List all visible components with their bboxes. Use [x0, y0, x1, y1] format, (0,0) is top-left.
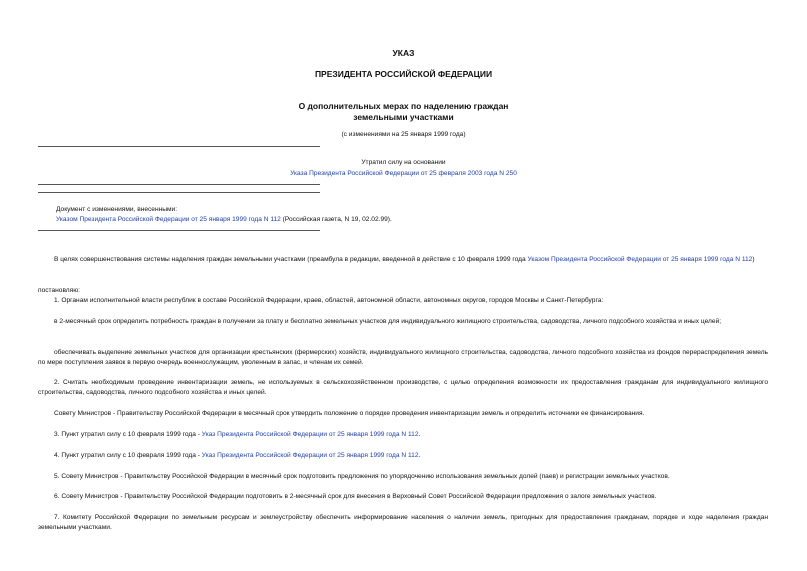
- subject-line-2: земельными участками: [353, 112, 454, 122]
- paragraph-4-text: 4. Пункт утратил силу с 10 февраля 1999 года -: [54, 452, 202, 459]
- paragraph-5: [38, 472, 768, 482]
- paragraph-2: [38, 378, 768, 398]
- paragraph-1: [38, 296, 768, 306]
- paragraph-4-end: .: [418, 452, 421, 459]
- lost-force-link[interactable]: Указа Президента Российской Федерации от 25 февраля 2003 года N 250: [290, 170, 517, 177]
- paragraph-7: [38, 513, 768, 533]
- divider: [38, 184, 320, 185]
- paragraph-1b-text: обеспечивать выделение земельных участков для организации крестьянских (фермерских) хозяйств, индивидуального жилищного строительства, садоводства, личного подсобного хозяйства из фондов перераспределения земель по мере поступления заявок в первую очередь военнослужащим, уволенным в запас, и членам их семей.: [38, 349, 768, 366]
- paragraph-1b: [38, 348, 768, 368]
- paragraph-1-text: 1. Органам исполнительной власти республик в составе Российской Федерации, краев, областей, автономной области, автономных округов, городов Москвы и Санкт-Петербурга:: [54, 297, 604, 304]
- divider: [38, 192, 320, 193]
- changes-tail: (Российская газета, N 19, 02.02.99).: [280, 216, 392, 223]
- preamble-text: В целях совершенствования системы наделения граждан земельными участками (преамбула в редакции, введенной в действие с 10 февраля 1999 года: [54, 256, 528, 263]
- paragraph-7-text: 7. Комитету Российской Федерации по земельным ресурсам и землеустройству обеспечить информирование населения о наличии земель, пригодных для предоставления гражданам, порядке и ходе наделения граждан земельными участками.: [38, 514, 768, 531]
- preamble-link[interactable]: Указом Президента Российской Федерации от 25 января 1999 года N 112: [527, 256, 753, 263]
- paragraph-3-link[interactable]: Указ Президента Российской Федерации от 25 января 1999 года N 112: [201, 431, 419, 438]
- decree-word: постановляю:: [38, 287, 81, 294]
- lost-force-label: Утратил силу на основании: [361, 159, 446, 166]
- paragraph-4-link[interactable]: Указ Президента Российской Федерации от 25 января 1999 года N 112: [201, 452, 419, 459]
- paragraph-6-text: 6. Совету Министров - Правительству Российской Федерации подготовить в 2-месячный срок для внесения в Верховный Совет Российской Федерации предложения о залоге земельных участков.: [54, 493, 657, 500]
- changes-line: [56, 216, 392, 223]
- paragraph-3-end: .: [418, 431, 421, 438]
- divider: [38, 146, 320, 147]
- paragraph-6: [38, 492, 768, 502]
- paragraph-2-text: 2. Считать необходимым проведение инвентаризации земель, не используемых в сельскохозяйственном производстве, с целью определения возможности их предоставления гражданам для индивидуального жилищного строительства, садоводства, личного подсобного хозяйства и иных целей.: [38, 379, 768, 396]
- lost-force-link-wrap: [0, 170, 807, 177]
- paragraph-2b-text: Совету Министров - Правительству Российской Федерации в месячный срок утвердить положение о порядке проведения инвентаризации земель и определить источники ее финансирования.: [54, 410, 645, 417]
- amended-note: (с изменениями на 25 января 1999 года): [341, 131, 466, 138]
- paragraph-5-text: 5. Совету Министров - Правительству Российской Федерации в месячный срок подготовить предложения по упорядочению использования земельных долей (паев) и регистрации земельных участков.: [54, 473, 670, 480]
- decree-issuer: ПРЕЗИДЕНТА РОССИЙСКОЙ ФЕДЕРАЦИИ: [314, 69, 493, 79]
- paragraph-2b: [38, 409, 768, 419]
- paragraph-1a: [38, 317, 768, 327]
- paragraph-1a-text: в 2-месячный срок определить потребность граждан в получении за плату и бесплатно земельных участков для индивидуального жилищного строительства, садоводства, личного подсобного хозяйства и иных целей;: [54, 318, 722, 325]
- preamble-end: ): [752, 256, 755, 263]
- subject-line-1: О дополнительных мерах по наделению граждан: [298, 101, 509, 111]
- divider: [38, 230, 320, 231]
- paragraph-3: [38, 430, 768, 440]
- changes-link[interactable]: Указом Президента Российской Федерации от 25 января 1999 года N 112: [56, 216, 281, 223]
- paragraph-4: [38, 451, 768, 461]
- changes-label: Документ с изменениями, внесенными:: [56, 206, 178, 213]
- paragraph-3-text: 3. Пункт утратил силу с 10 февраля 1999 года -: [54, 431, 202, 438]
- preamble: [38, 255, 768, 265]
- decree-title: УКАЗ: [392, 48, 415, 58]
